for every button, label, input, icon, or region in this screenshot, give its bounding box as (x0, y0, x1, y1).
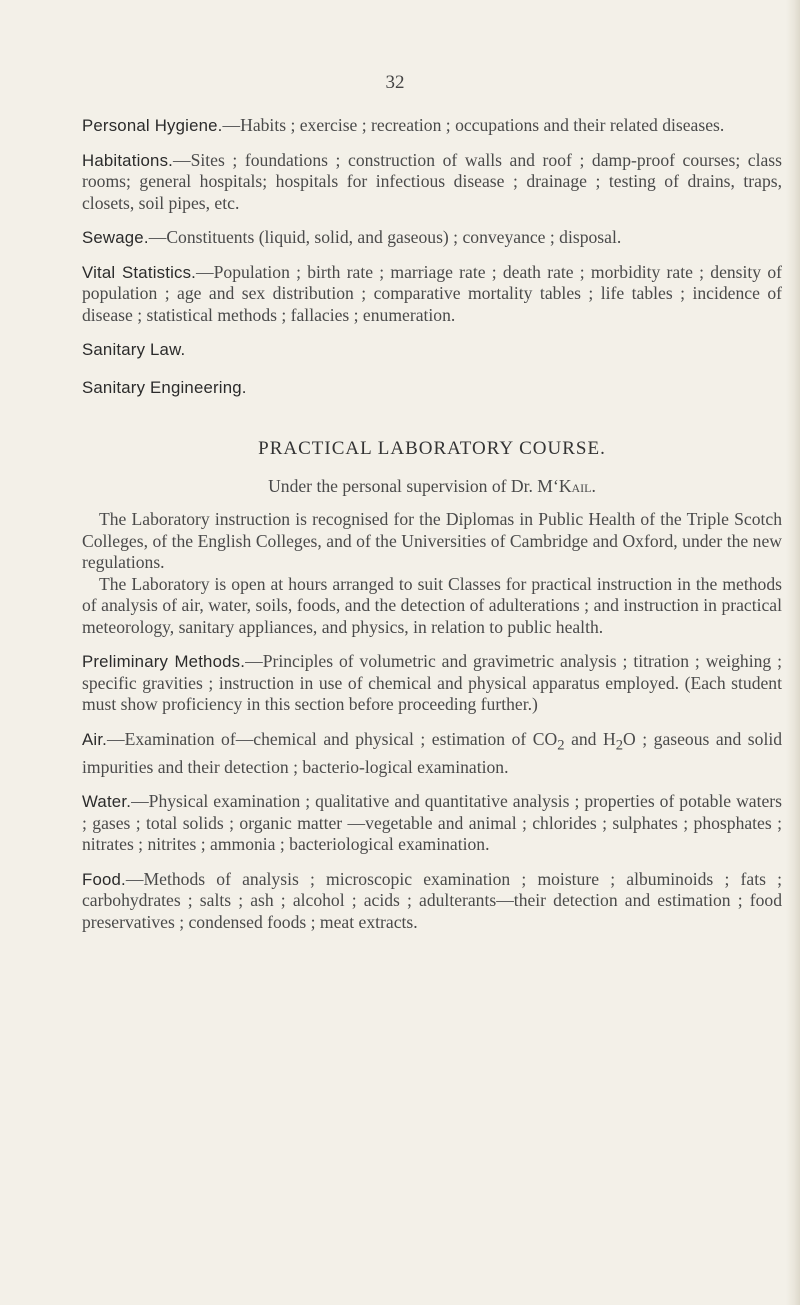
subscript: 2 (557, 737, 565, 754)
page-edge-shading (786, 0, 800, 1305)
syllabus-entry-personal-hygiene (82, 115, 782, 137)
entry-heading: Vital Statistics. (82, 262, 197, 282)
entry-heading: Preliminary Methods. (82, 652, 246, 671)
course-entry-food (82, 869, 782, 934)
entry-text: —Methods of analysis ; microscopic examination ; moisture ; albuminoids ; fats ; carbohydrates ; salts ; ash ; alcohol ; acids ; adulterants—their detection and estimation ; food preservatives ; condensed foods ; meat extracts. (82, 868, 782, 932)
entry-heading: Personal Hygiene. (82, 116, 223, 135)
syllabus-entry-habitations (82, 150, 782, 215)
supervision-prefix: Under the personal supervision of Dr. M‘ (268, 475, 559, 496)
entry-text-part: —Examination of—chemical and physical ; estimation of CO (107, 728, 558, 749)
page-content (82, 115, 782, 946)
syllabus-entry-sanitary-engineering (82, 377, 782, 399)
entry-heading: Sanitary Engineering. (82, 377, 247, 397)
syllabus-entry-sewage (82, 227, 782, 249)
entry-heading: Sewage. (82, 228, 149, 247)
entry-text: —Habits ; exercise ; recreation ; occupations and their related diseases. (222, 115, 725, 135)
entry-heading: Water. (82, 792, 132, 812)
paragraph-recognition: The Laboratory instruction is recognised for the Diplomas in Public Health of the Triple Scotch Colleges, of the English Colleges, and of the Universities of Cambridge and Oxford, under the new regulations. (82, 509, 782, 572)
entry-text-part: O ; gaseous and solid impurities and their detection ; bacterio-logical examination. (82, 728, 783, 777)
entry-text: —Sites ; foundations ; construction of walls and roof ; damp-proof courses; class rooms; general hospitals; hospitals for infectious disease ; drainage ; testing of drains, traps, closets, soil pipes, etc. (82, 149, 782, 213)
syllabus-entry-sanitary-law (82, 339, 782, 361)
course-entry-air (82, 729, 782, 779)
section-title: PRACTICAL LABORATORY COURSE. (258, 438, 606, 459)
course-entry-water (82, 791, 782, 856)
course-entry-preliminary-methods (82, 651, 782, 716)
supervisor-name: Kail (558, 475, 592, 496)
supervision-suffix: . (591, 475, 596, 496)
subscript: 2 (615, 737, 624, 754)
page-number: 32 (385, 72, 405, 93)
entry-text: —Constituents (liquid, solid, and gaseous) ; conveyance ; disposal. (148, 227, 622, 247)
entry-heading: Air. (82, 729, 108, 749)
entry-heading: Food. (82, 869, 126, 889)
entry-text-part: and H (564, 728, 616, 749)
entry-text: —Population ; birth rate ; marriage rate ; death rate ; morbidity rate ; density of population ; age and sex distribution ; comparative mortality tables ; life tables ; incidence of disease ; statistical methods ; fallacies ; enumeration. (82, 261, 782, 325)
supervision-line (82, 476, 782, 498)
entry-text: —Principles of volumetric and gravimetric analysis ; titration ; weighing ; specific gravities ; instruction in use of chemical and physical apparatus employed. (Each student must show proficiency in this section before proceeding further.) (82, 651, 782, 714)
syllabus-entry-vital-statistics (82, 262, 782, 327)
paragraph-laboratory-hours: The Laboratory is open at hours arranged to suit Classes for practical instruction in the methods of analysis of air, water, soils, foods, and the detection of adulterations ; and instruction in practical meteorology, sanitary appliances, and physics, in relation to public health. (82, 573, 782, 637)
entry-text: —Physical examination ; qualitative and quantitative analysis ; properties of potable waters ; gases ; total solids ; organic matter —vegetable and animal ; chlorides ; sulphates ; phosphates ; nitrates ; nitrites ; ammonia ; bacteriological examination. (82, 791, 782, 855)
entry-heading: Habitations. (82, 150, 174, 170)
entry-heading: Sanitary Law. (82, 340, 186, 359)
